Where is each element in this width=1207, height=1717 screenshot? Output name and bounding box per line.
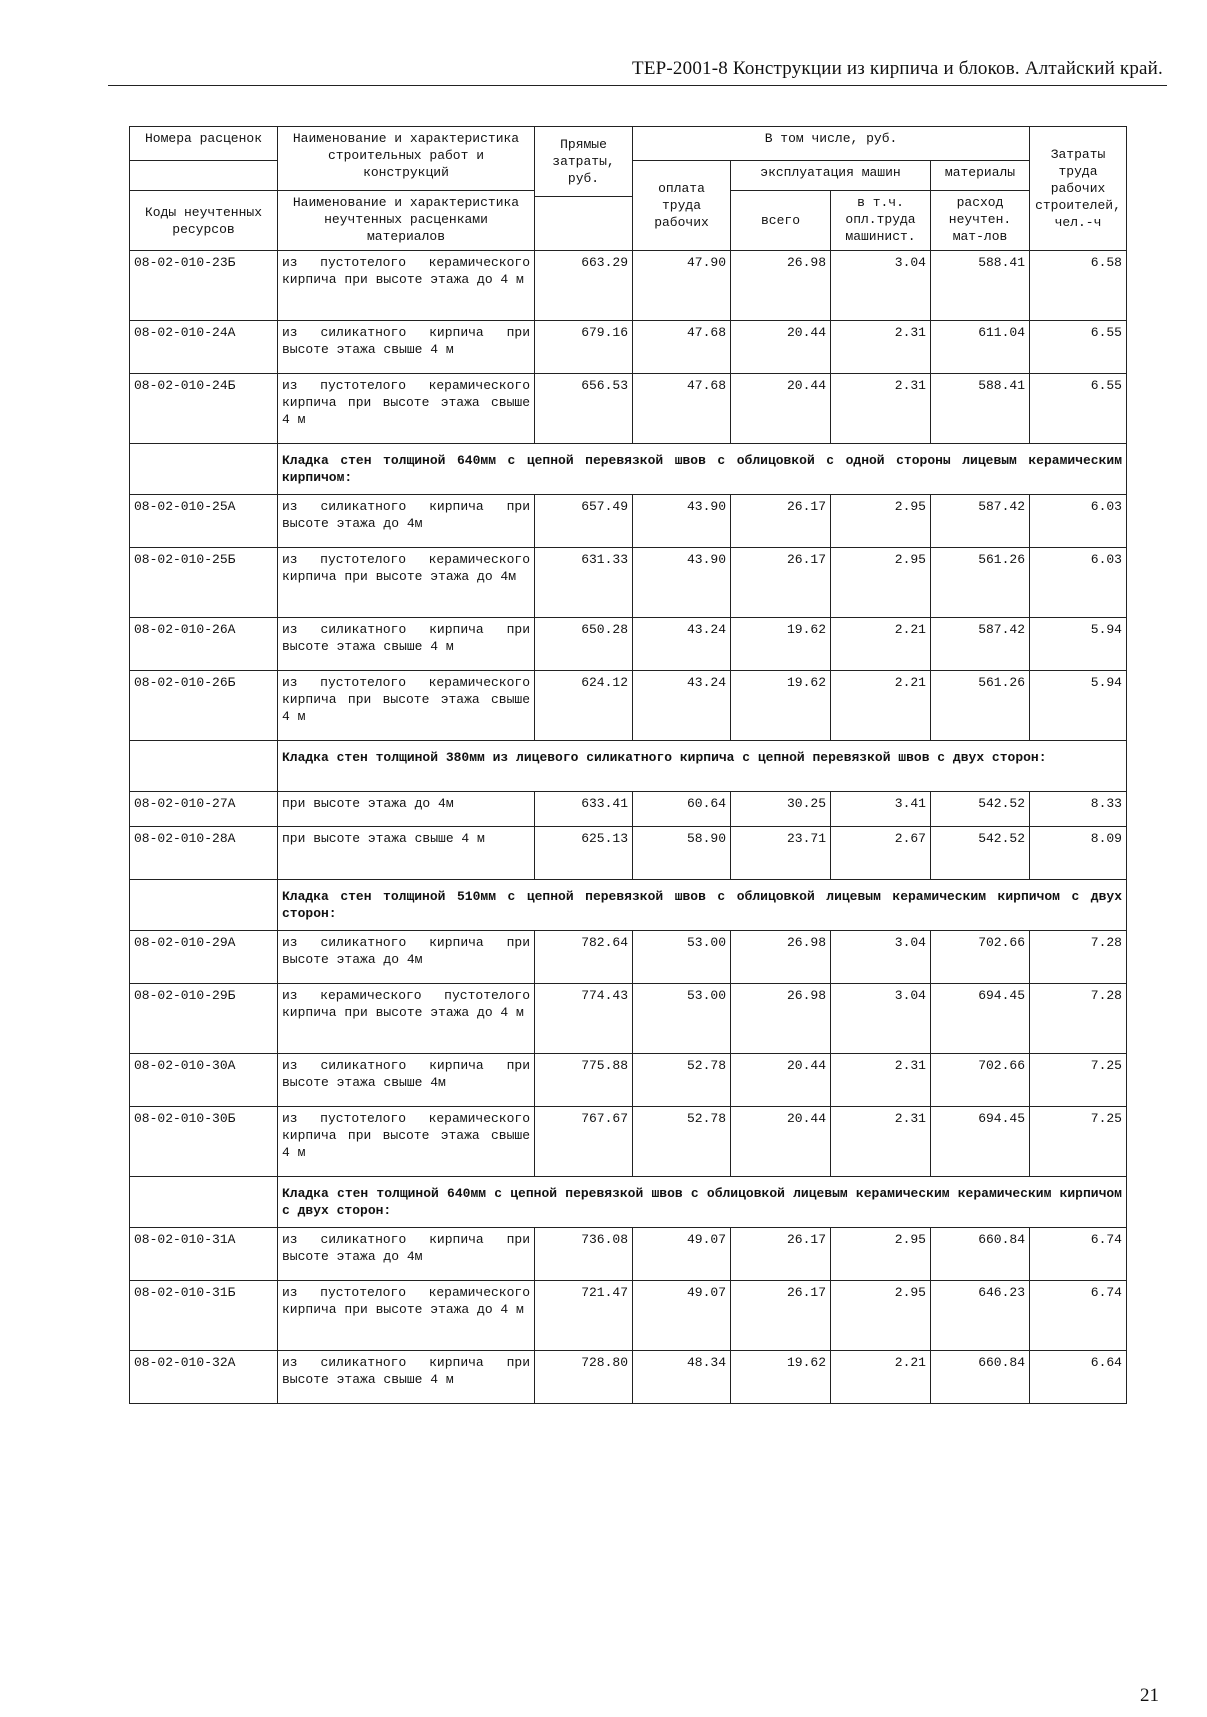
rate-code-cell: 08-02-010-31Б xyxy=(130,1281,278,1351)
section-row xyxy=(130,444,1127,495)
header-work-name: Наименование и характеристика строительных работ и конструкций xyxy=(278,127,535,191)
rate-code-cell: 08-02-010-31А xyxy=(130,1228,278,1281)
labor-pay-cell: 53.00 xyxy=(633,984,731,1054)
work-description-cell: из пустотелого керамического кирпича при высоте этажа свыше 4 м xyxy=(278,671,535,741)
machine-labor-cell: 2.95 xyxy=(831,495,931,548)
rate-code-cell: 08-02-010-30Б xyxy=(130,1107,278,1177)
machine-labor-cell: 2.31 xyxy=(831,374,931,444)
labor-pay-cell: 49.07 xyxy=(633,1228,731,1281)
materials-cell: 588.41 xyxy=(931,374,1030,444)
labor-hours-cell: 6.64 xyxy=(1030,1351,1127,1404)
section-title: Кладка стен толщиной 640мм с цепной перевязкой швов с облицовкой лицевым керамическим керамическим кирпичом с двух сторон: xyxy=(278,1177,1127,1228)
materials-cell: 646.23 xyxy=(931,1281,1030,1351)
labor-pay-cell: 43.90 xyxy=(633,495,731,548)
materials-cell: 694.45 xyxy=(931,1107,1030,1177)
labor-hours-cell: 5.94 xyxy=(1030,671,1127,741)
work-description-cell: из пустотелого керамического кирпича при высоте этажа до 4м xyxy=(278,548,535,618)
table-header xyxy=(130,127,1127,251)
table-row xyxy=(130,671,1127,741)
machine-total-cell: 20.44 xyxy=(731,321,831,374)
machine-total-cell: 26.98 xyxy=(731,984,831,1054)
labor-pay-cell: 43.24 xyxy=(633,618,731,671)
section-row xyxy=(130,880,1127,931)
machine-total-cell: 23.71 xyxy=(731,827,831,880)
labor-hours-cell: 5.94 xyxy=(1030,618,1127,671)
section-row xyxy=(130,1177,1127,1228)
materials-cell: 542.52 xyxy=(931,792,1030,827)
page-number: 21 xyxy=(1140,1685,1159,1706)
table-row xyxy=(130,1351,1127,1404)
machine-labor-cell: 3.41 xyxy=(831,792,931,827)
machine-total-cell: 26.17 xyxy=(731,1228,831,1281)
machine-labor-cell: 2.21 xyxy=(831,618,931,671)
materials-cell: 587.42 xyxy=(931,618,1030,671)
table-row xyxy=(130,792,1127,827)
materials-cell: 587.42 xyxy=(931,495,1030,548)
direct-costs-cell: 775.88 xyxy=(535,1054,633,1107)
labor-hours-cell: 7.25 xyxy=(1030,1107,1127,1177)
rate-code-cell: 08-02-010-26Б xyxy=(130,671,278,741)
labor-pay-cell: 43.90 xyxy=(633,548,731,618)
machine-total-cell: 20.44 xyxy=(731,374,831,444)
direct-costs-cell: 663.29 xyxy=(535,251,633,321)
header-including: В том числе, руб. xyxy=(633,127,1030,161)
direct-costs-cell: 631.33 xyxy=(535,548,633,618)
work-description-cell: из силикатного кирпича при высоте этажа до 4м xyxy=(278,1228,535,1281)
machine-labor-cell: 3.04 xyxy=(831,251,931,321)
machine-labor-cell: 2.21 xyxy=(831,671,931,741)
work-description-cell: из керамического пустотелого кирпича при высоте этажа до 4 м xyxy=(278,984,535,1054)
labor-pay-cell: 52.78 xyxy=(633,1054,731,1107)
work-description-cell: из пустотелого керамического кирпича при высоте этажа свыше 4 м xyxy=(278,374,535,444)
header-blank xyxy=(130,161,278,191)
materials-cell: 561.26 xyxy=(931,671,1030,741)
table-row xyxy=(130,374,1127,444)
direct-costs-cell: 679.16 xyxy=(535,321,633,374)
materials-cell: 702.66 xyxy=(931,931,1030,984)
header-rate-numbers: Номера расценок xyxy=(130,127,278,161)
table-row xyxy=(130,1281,1127,1351)
table-row xyxy=(130,251,1127,321)
labor-hours-cell: 6.03 xyxy=(1030,548,1127,618)
direct-costs-cell: 728.80 xyxy=(535,1351,633,1404)
machine-total-cell: 26.17 xyxy=(731,495,831,548)
table-row xyxy=(130,1054,1127,1107)
header-resource-codes: Коды неучтенных ресурсов xyxy=(130,191,278,251)
labor-pay-cell: 60.64 xyxy=(633,792,731,827)
labor-hours-cell: 6.74 xyxy=(1030,1228,1127,1281)
labor-hours-cell: 6.58 xyxy=(1030,251,1127,321)
materials-cell: 542.52 xyxy=(931,827,1030,880)
labor-pay-cell: 48.34 xyxy=(633,1351,731,1404)
table-body xyxy=(130,251,1127,1404)
rate-code-cell: 08-02-010-29А xyxy=(130,931,278,984)
table-row xyxy=(130,827,1127,880)
header-labor-costs: Затраты труда рабочих строителей, чел.-ч xyxy=(1030,127,1127,251)
labor-pay-cell: 43.24 xyxy=(633,671,731,741)
rate-code-cell: 08-02-010-30А xyxy=(130,1054,278,1107)
header-labor-pay: оплата труда рабочих xyxy=(633,161,731,251)
work-description-cell: из силикатного кирпича при высоте этажа свыше 4 м xyxy=(278,1351,535,1404)
header-machine-labor: в т.ч. опл.труда машинист. xyxy=(831,191,931,251)
direct-costs-cell: 767.67 xyxy=(535,1107,633,1177)
document-title: ТЕР-2001-8 Конструкции из кирпича и блоков. Алтайский край. xyxy=(632,58,1163,79)
machine-labor-cell: 2.31 xyxy=(831,321,931,374)
header-machine-operation: эксплуатация машин xyxy=(731,161,931,191)
work-description-cell: из силикатного кирпича при высоте этажа свыше 4м xyxy=(278,1054,535,1107)
materials-cell: 561.26 xyxy=(931,548,1030,618)
machine-labor-cell: 2.21 xyxy=(831,1351,931,1404)
machine-total-cell: 30.25 xyxy=(731,792,831,827)
machine-total-cell: 26.98 xyxy=(731,931,831,984)
header-material-consumption: расход неучтен. мат-лов xyxy=(931,191,1030,251)
work-description-cell: из пустотелого керамического кирпича при высоте этажа до 4 м xyxy=(278,1281,535,1351)
header-direct-costs: Прямые затраты, руб. xyxy=(535,127,633,197)
section-title: Кладка стен толщиной 380мм из лицевого силикатного кирпича с цепной перевязкой швов с двух сторон: xyxy=(278,741,1127,792)
header-material-name: Наименование и характеристика неучтенных расценками материалов xyxy=(278,191,535,251)
rate-code-cell: 08-02-010-32А xyxy=(130,1351,278,1404)
machine-labor-cell: 2.67 xyxy=(831,827,931,880)
direct-costs-cell: 774.43 xyxy=(535,984,633,1054)
section-row xyxy=(130,741,1127,792)
rate-code-cell: 08-02-010-24Б xyxy=(130,374,278,444)
labor-hours-cell: 7.28 xyxy=(1030,931,1127,984)
rate-code-cell: 08-02-010-29Б xyxy=(130,984,278,1054)
machine-total-cell: 19.62 xyxy=(731,618,831,671)
machine-total-cell: 26.17 xyxy=(731,548,831,618)
labor-hours-cell: 8.09 xyxy=(1030,827,1127,880)
work-description-cell: из силикатного кирпича при высоте этажа до 4м xyxy=(278,931,535,984)
labor-hours-cell: 6.03 xyxy=(1030,495,1127,548)
labor-hours-cell: 6.55 xyxy=(1030,321,1127,374)
table-row xyxy=(130,984,1127,1054)
materials-cell: 611.04 xyxy=(931,321,1030,374)
labor-hours-cell: 8.33 xyxy=(1030,792,1127,827)
materials-cell: 588.41 xyxy=(931,251,1030,321)
section-blank-cell xyxy=(130,741,278,792)
labor-pay-cell: 49.07 xyxy=(633,1281,731,1351)
machine-labor-cell: 2.95 xyxy=(831,1281,931,1351)
work-description-cell: из силикатного кирпича при высоте этажа до 4м xyxy=(278,495,535,548)
machine-labor-cell: 3.04 xyxy=(831,931,931,984)
materials-cell: 660.84 xyxy=(931,1228,1030,1281)
direct-costs-cell: 633.41 xyxy=(535,792,633,827)
work-description-cell: из пустотелого керамического кирпича при высоте этажа свыше 4 м xyxy=(278,1107,535,1177)
machine-total-cell: 20.44 xyxy=(731,1054,831,1107)
labor-pay-cell: 47.68 xyxy=(633,374,731,444)
section-blank-cell xyxy=(130,444,278,495)
rate-code-cell: 08-02-010-25А xyxy=(130,495,278,548)
direct-costs-cell: 657.49 xyxy=(535,495,633,548)
labor-pay-cell: 47.90 xyxy=(633,251,731,321)
labor-pay-cell: 53.00 xyxy=(633,931,731,984)
table-row xyxy=(130,321,1127,374)
machine-labor-cell: 2.95 xyxy=(831,1228,931,1281)
work-description-cell: из силикатного кирпича при высоте этажа свыше 4 м xyxy=(278,618,535,671)
labor-pay-cell: 52.78 xyxy=(633,1107,731,1177)
rate-code-cell: 08-02-010-27А xyxy=(130,792,278,827)
machine-total-cell: 26.98 xyxy=(731,251,831,321)
header-machine-total: всего xyxy=(731,191,831,251)
machine-total-cell: 26.17 xyxy=(731,1281,831,1351)
section-title: Кладка стен толщиной 510мм с цепной перевязкой швов с облицовкой лицевым керамическим кирпичом с двух сторон: xyxy=(278,880,1127,931)
work-description-cell: из пустотелого керамического кирпича при высоте этажа до 4 м xyxy=(278,251,535,321)
direct-costs-cell: 782.64 xyxy=(535,931,633,984)
table-row xyxy=(130,548,1127,618)
rate-code-cell: 08-02-010-28А xyxy=(130,827,278,880)
section-title: Кладка стен толщиной 640мм с цепной перевязкой швов с облицовкой с одной стороны лицевым керамическим кирпичом: xyxy=(278,444,1127,495)
rate-code-cell: 08-02-010-24А xyxy=(130,321,278,374)
table-row xyxy=(130,1228,1127,1281)
direct-costs-cell: 624.12 xyxy=(535,671,633,741)
machine-total-cell: 19.62 xyxy=(731,671,831,741)
section-blank-cell xyxy=(130,1177,278,1228)
table-row xyxy=(130,1107,1127,1177)
rate-code-cell: 08-02-010-23Б xyxy=(130,251,278,321)
rate-code-cell: 08-02-010-25Б xyxy=(130,548,278,618)
table-row xyxy=(130,618,1127,671)
table-row xyxy=(130,931,1127,984)
rate-code-cell: 08-02-010-26А xyxy=(130,618,278,671)
direct-costs-cell: 625.13 xyxy=(535,827,633,880)
work-description-cell: при высоте этажа свыше 4 м xyxy=(278,827,535,880)
labor-hours-cell: 6.74 xyxy=(1030,1281,1127,1351)
table-row xyxy=(130,495,1127,548)
section-blank-cell xyxy=(130,880,278,931)
labor-hours-cell: 7.25 xyxy=(1030,1054,1127,1107)
direct-costs-cell: 656.53 xyxy=(535,374,633,444)
header-materials: материалы xyxy=(931,161,1030,191)
machine-labor-cell: 2.31 xyxy=(831,1054,931,1107)
machine-labor-cell: 3.04 xyxy=(831,984,931,1054)
materials-cell: 660.84 xyxy=(931,1351,1030,1404)
materials-cell: 694.45 xyxy=(931,984,1030,1054)
direct-costs-cell: 721.47 xyxy=(535,1281,633,1351)
work-description-cell: при высоте этажа до 4м xyxy=(278,792,535,827)
machine-labor-cell: 2.31 xyxy=(831,1107,931,1177)
work-description-cell: из силикатного кирпича при высоте этажа свыше 4 м xyxy=(278,321,535,374)
labor-pay-cell: 58.90 xyxy=(633,827,731,880)
labor-hours-cell: 6.55 xyxy=(1030,374,1127,444)
rates-table xyxy=(129,126,1127,1404)
labor-hours-cell: 7.28 xyxy=(1030,984,1127,1054)
header-divider xyxy=(108,85,1167,86)
machine-total-cell: 20.44 xyxy=(731,1107,831,1177)
labor-pay-cell: 47.68 xyxy=(633,321,731,374)
machine-labor-cell: 2.95 xyxy=(831,548,931,618)
materials-cell: 702.66 xyxy=(931,1054,1030,1107)
direct-costs-cell: 736.08 xyxy=(535,1228,633,1281)
direct-costs-cell: 650.28 xyxy=(535,618,633,671)
machine-total-cell: 19.62 xyxy=(731,1351,831,1404)
